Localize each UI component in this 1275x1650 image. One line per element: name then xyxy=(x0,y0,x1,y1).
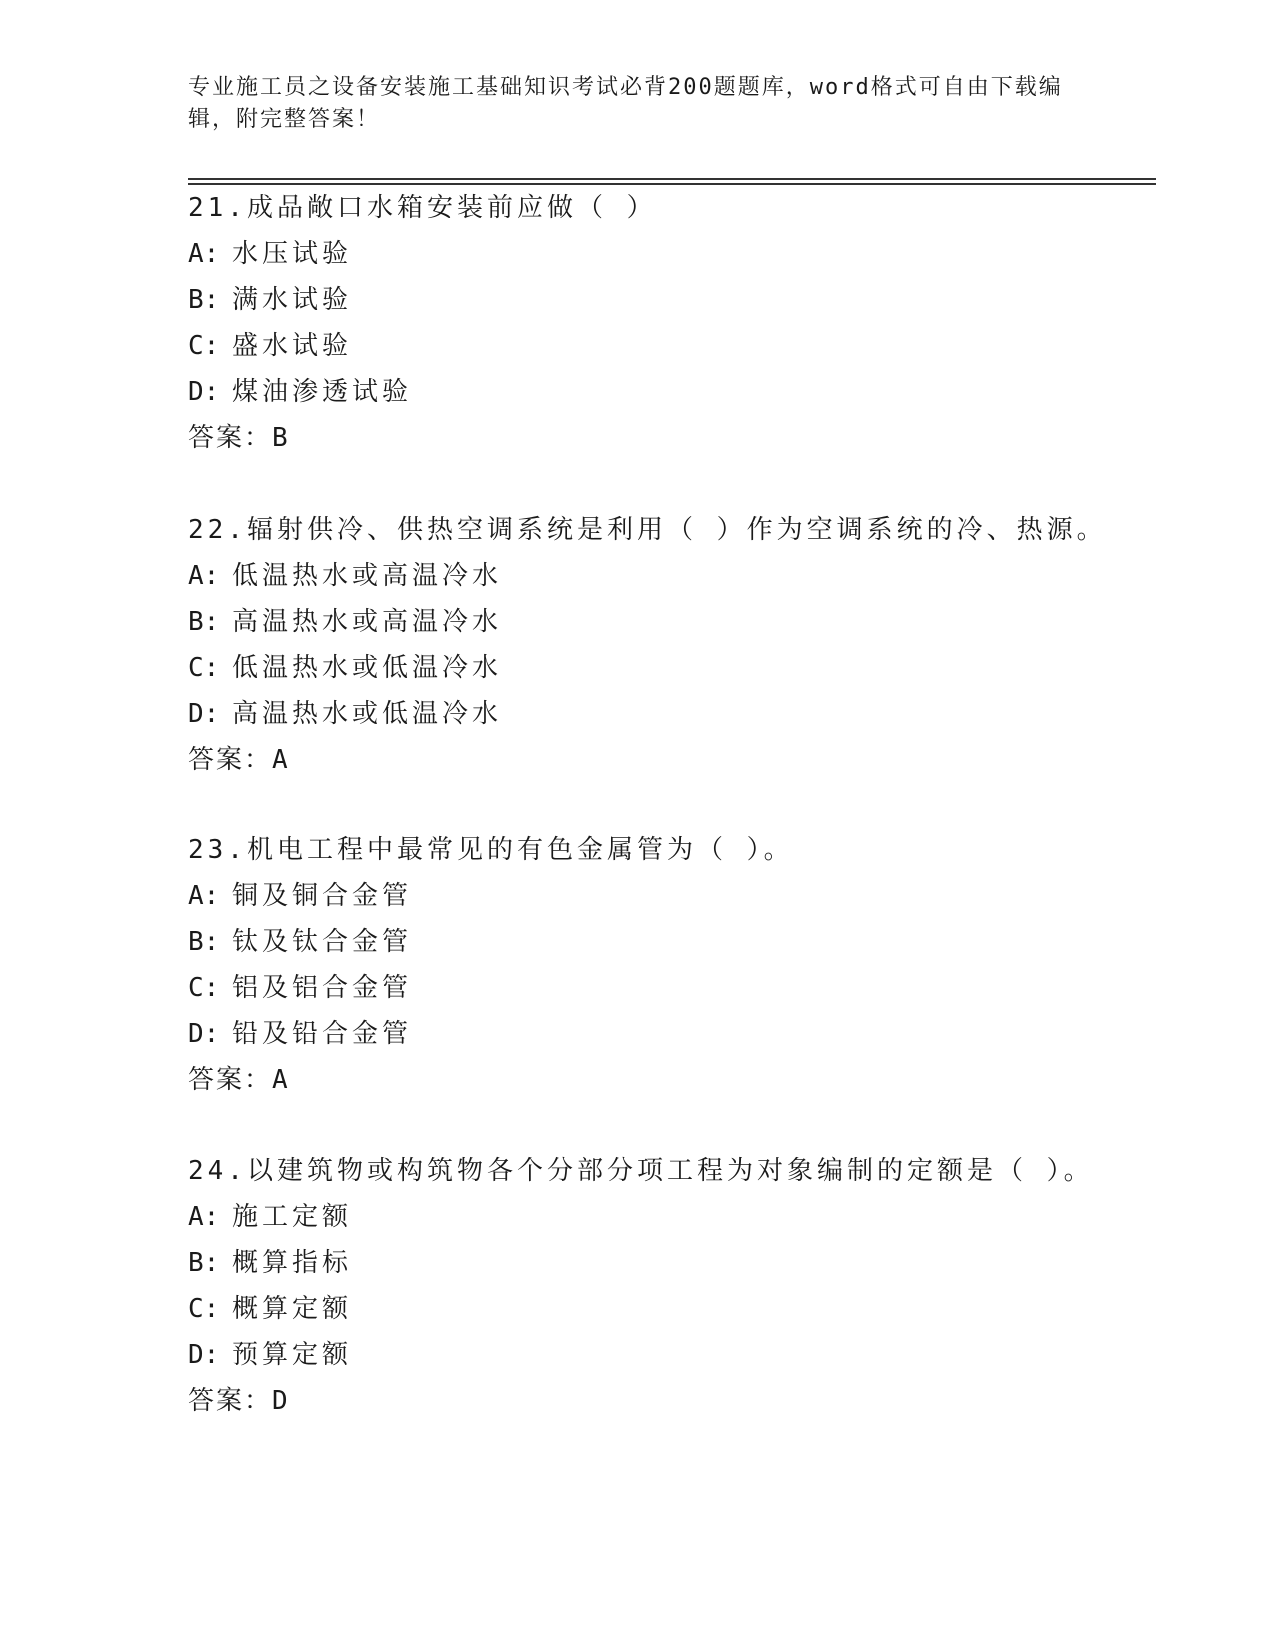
option-text: 水压试验 xyxy=(232,239,353,269)
option-text: 铅及铅合金管 xyxy=(232,1019,413,1049)
answer-line: 答案：B xyxy=(188,423,290,453)
option-a xyxy=(188,873,1188,919)
option-letter: B: xyxy=(188,607,220,637)
document-header: 专业施工员之设备安装施工基础知识考试必背200题题库，word格式可自由下载编辑，附完整答案！ xyxy=(188,75,1063,132)
option-letter: A: xyxy=(188,881,220,911)
question-stem: 23.机电工程中最常见的有色金属管为（ ）。 xyxy=(188,835,794,865)
option-c xyxy=(188,1286,1188,1332)
option-d xyxy=(188,1332,1188,1378)
option-letter: B: xyxy=(188,1248,220,1278)
option-b xyxy=(188,1240,1188,1286)
option-b xyxy=(188,599,1188,645)
question-stem: 21.成品敞口水箱安装前应做（ ） xyxy=(188,193,657,223)
option-d xyxy=(188,1011,1188,1057)
option-letter: B: xyxy=(188,285,220,315)
option-text: 高温热水或高温冷水 xyxy=(232,607,503,637)
option-d xyxy=(188,691,1188,737)
option-text: 概算定额 xyxy=(232,1294,353,1324)
option-text: 低温热水或低温冷水 xyxy=(232,653,503,683)
question-22 xyxy=(188,507,1188,783)
option-letter: C: xyxy=(188,973,220,1003)
option-letter: D: xyxy=(188,1340,220,1370)
option-letter: C: xyxy=(188,1294,220,1324)
option-letter: D: xyxy=(188,377,220,407)
option-text: 钛及钛合金管 xyxy=(232,927,413,957)
question-21 xyxy=(188,185,1188,461)
option-a xyxy=(188,1194,1188,1240)
option-text: 高温热水或低温冷水 xyxy=(232,699,503,729)
option-letter: B: xyxy=(188,927,220,957)
option-letter: D: xyxy=(188,699,220,729)
option-letter: A: xyxy=(188,1202,220,1232)
option-letter: A: xyxy=(188,561,220,591)
option-a xyxy=(188,231,1188,277)
option-d xyxy=(188,369,1188,415)
question-stem: 24.以建筑物或构筑物各个分部分项工程为对象编制的定额是（ ）。 xyxy=(188,1156,1094,1186)
question-stem: 22.辐射供冷、供热空调系统是利用（ ）作为空调系统的冷、热源。 xyxy=(188,515,1107,545)
option-text: 煤油渗透试验 xyxy=(232,377,413,407)
question-24 xyxy=(188,1148,1188,1424)
option-b xyxy=(188,277,1188,323)
option-letter: D: xyxy=(188,1019,220,1049)
option-letter: C: xyxy=(188,331,220,361)
option-text: 预算定额 xyxy=(232,1340,353,1370)
answer-line: 答案：A xyxy=(188,1065,290,1095)
option-a xyxy=(188,553,1188,599)
answer-line: 答案：A xyxy=(188,745,290,775)
option-text: 概算指标 xyxy=(232,1248,353,1278)
option-c xyxy=(188,645,1188,691)
option-text: 铜及铜合金管 xyxy=(232,881,413,911)
option-c xyxy=(188,323,1188,369)
answer-line: 答案：D xyxy=(188,1386,290,1416)
option-text: 铝及铝合金管 xyxy=(232,973,413,1003)
option-text: 盛水试验 xyxy=(232,331,353,361)
option-text: 满水试验 xyxy=(232,285,353,315)
header-divider-top xyxy=(188,178,1156,180)
option-text: 施工定额 xyxy=(232,1202,353,1232)
question-23 xyxy=(188,827,1188,1103)
option-b xyxy=(188,919,1188,965)
option-letter: C: xyxy=(188,653,220,683)
option-text: 低温热水或高温冷水 xyxy=(232,561,503,591)
option-letter: A: xyxy=(188,239,220,269)
option-c xyxy=(188,965,1188,1011)
